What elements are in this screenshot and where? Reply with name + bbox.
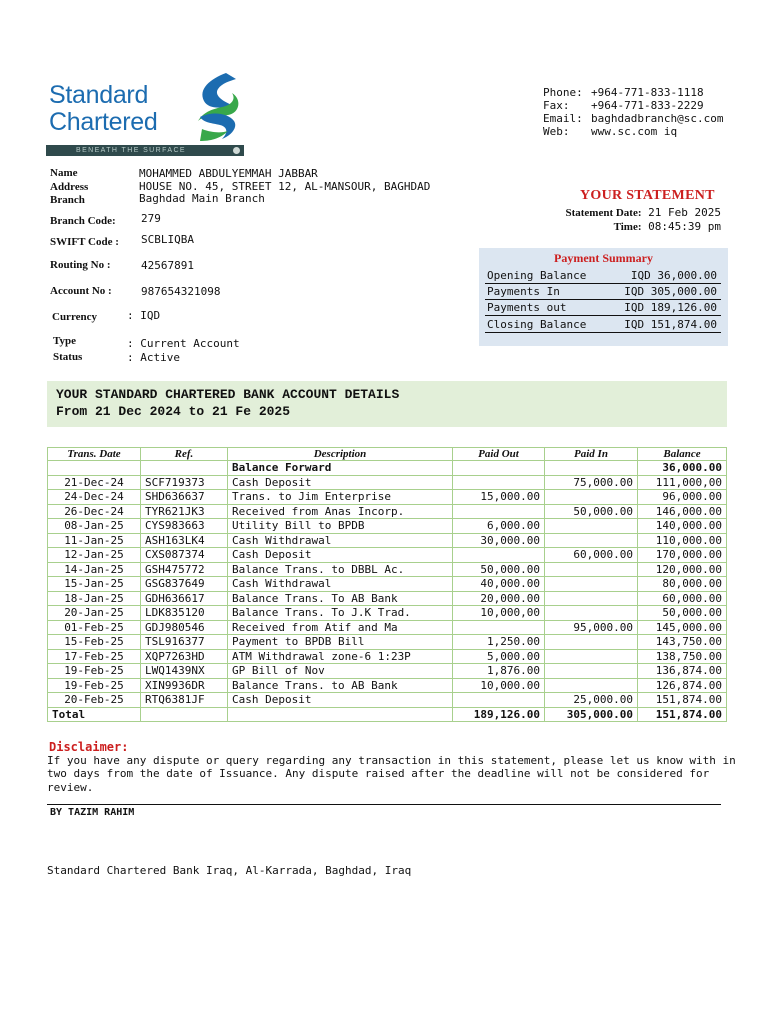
cell-paid-in: 75,000.00 <box>545 475 638 490</box>
table-row <box>48 490 727 505</box>
statement-time <box>614 220 721 233</box>
cell-balance: 170,000.00 <box>638 548 727 563</box>
cell-paid-out: 40,000.00 <box>453 577 545 592</box>
cell-paid-out <box>453 504 545 519</box>
summary-row <box>485 317 721 333</box>
cell-ref: GDJ980546 <box>141 620 228 635</box>
table-row <box>48 591 727 606</box>
table-row <box>48 533 727 548</box>
cell-balance: 140,000.00 <box>638 519 727 534</box>
transactions-table <box>47 447 727 722</box>
cell-balance: 145,000.00 <box>638 620 727 635</box>
cell-ref: ASH163LK4 <box>141 533 228 548</box>
cell-balance: 120,000.00 <box>638 562 727 577</box>
cell-date: 11-Jan-25 <box>48 533 141 548</box>
cell-balance: 136,874.00 <box>638 664 727 679</box>
table-row <box>48 606 727 621</box>
summary-row <box>485 268 721 284</box>
cell-ref: TYR621JK3 <box>141 504 228 519</box>
cell-paid-in <box>545 533 638 548</box>
cell-ref: GDH636617 <box>141 591 228 606</box>
signature-divider <box>47 804 721 805</box>
statement-date-value: 21 Feb 2025 <box>648 206 721 219</box>
customer-address: HOUSE NO. 45, STREET 12, AL-MANSOUR, BAGHDAD <box>139 180 431 193</box>
status-label: Status <box>53 351 83 363</box>
cell-paid-in: 25,000.00 <box>545 693 638 708</box>
col-header-balance: Balance <box>638 448 727 461</box>
summary-label: Payments In <box>487 285 560 298</box>
cell-description: Received from Anas Incorp. <box>228 504 453 519</box>
cell-balance: 138,750.00 <box>638 649 727 664</box>
statement-period: From 21 Dec 2024 to 21 Fe 2025 <box>56 404 291 419</box>
cell-paid-out <box>453 693 545 708</box>
logo-mark-icon <box>192 71 244 143</box>
table-cell <box>141 461 228 476</box>
cell-paid-out: 50,000.00 <box>453 562 545 577</box>
account-details-heading: YOUR STANDARD CHARTERED BANK ACCOUNT DETAILS <box>56 387 400 402</box>
table-row <box>48 577 727 592</box>
email-label: Email: <box>543 112 583 125</box>
logo-tagline: BENEATH THE SURFACE <box>76 147 186 154</box>
cell-ref: XQP7263HD <box>141 649 228 664</box>
currency-label: Currency <box>52 311 98 323</box>
cell-paid-in <box>545 519 638 534</box>
col-header-description: Description <box>228 448 453 461</box>
summary-value: IQD 189,126.00 <box>624 301 717 314</box>
cell-description: GP Bill of Nov <box>228 664 453 679</box>
contact-email <box>543 112 723 125</box>
cell-paid-in <box>545 577 638 592</box>
cell-date: 08-Jan-25 <box>48 519 141 534</box>
cell-paid-in <box>545 649 638 664</box>
fax-label: Fax: <box>543 99 570 112</box>
cell-ref: RTQ6381JF <box>141 693 228 708</box>
total-paid-out: 189,126.00 <box>453 707 545 722</box>
table-cell <box>141 707 228 722</box>
cell-description: Trans. to Jim Enterprise <box>228 490 453 505</box>
summary-value: IQD 36,000.00 <box>630 269 717 282</box>
table-row <box>48 693 727 708</box>
cell-paid-in <box>545 591 638 606</box>
table-cell <box>48 461 141 476</box>
cell-paid-out: 1,876.00 <box>453 664 545 679</box>
statement-time-value: 08:45:39 pm <box>648 220 721 233</box>
cell-description: Cash Deposit <box>228 475 453 490</box>
phone-label: Phone: <box>543 86 583 99</box>
cell-ref: CYS983663 <box>141 519 228 534</box>
summary-label: Payments out <box>487 301 567 314</box>
cell-date: 19-Feb-25 <box>48 678 141 693</box>
cell-balance: 146,000.00 <box>638 504 727 519</box>
cell-date: 14-Jan-25 <box>48 562 141 577</box>
summary-row <box>485 284 721 300</box>
cell-paid-out: 30,000.00 <box>453 533 545 548</box>
email-value: baghdadbranch@sc.com <box>591 112 724 125</box>
logo-word-1: Standard <box>49 81 149 109</box>
cell-balance: 143,750.00 <box>638 635 727 650</box>
total-paid-in: 305,000.00 <box>545 707 638 722</box>
statement-time-label: Time: <box>613 221 642 233</box>
cell-date: 01-Feb-25 <box>48 620 141 635</box>
cell-description: Balance Trans. To AB Bank <box>228 591 453 606</box>
account-details-banner <box>47 381 727 427</box>
cell-paid-out: 10,000,00 <box>453 606 545 621</box>
table-cell <box>545 461 638 476</box>
balance-forward-value: 36,000.00 <box>638 461 727 476</box>
web-label: Web: <box>543 125 570 138</box>
cell-description: Cash Withdrawal <box>228 533 453 548</box>
cell-description: Cash Deposit <box>228 548 453 563</box>
table-row <box>48 519 727 534</box>
logo-tagline-band <box>46 145 244 156</box>
footer-address: Standard Chartered Bank Iraq, Al-Karrada, Baghdad, Iraq <box>47 864 412 877</box>
payment-summary <box>479 248 728 346</box>
cell-description: Balance Trans. To J.K Trad. <box>228 606 453 621</box>
account-label: Account No : <box>50 285 112 297</box>
contact-fax <box>543 99 704 112</box>
address-label: Address <box>50 181 89 193</box>
cell-date: 24-Dec-24 <box>48 490 141 505</box>
fax-value: +964-771-833-2229 <box>591 99 704 112</box>
cell-date: 15-Jan-25 <box>48 577 141 592</box>
cell-paid-in: 50,000.00 <box>545 504 638 519</box>
cell-balance: 50,000.00 <box>638 606 727 621</box>
col-header-paid-out: Paid Out <box>453 448 545 461</box>
cell-ref: TSL916377 <box>141 635 228 650</box>
col-header-ref: Ref. <box>141 448 228 461</box>
cell-description: Balance Trans. to AB Bank <box>228 678 453 693</box>
table-header-row <box>48 448 727 461</box>
payment-summary-title: Payment Summary <box>554 251 653 265</box>
cell-balance: 60,000.00 <box>638 591 727 606</box>
cell-paid-in <box>545 490 638 505</box>
cell-balance: 111,000,00 <box>638 475 727 490</box>
table-row <box>48 475 727 490</box>
currency-value: : IQD <box>127 309 161 322</box>
cell-ref: XIN9936DR <box>141 678 228 693</box>
cell-description: Balance Trans. to DBBL Ac. <box>228 562 453 577</box>
cell-date: 21-Dec-24 <box>48 475 141 490</box>
table-row <box>48 548 727 563</box>
cell-ref: GSH475772 <box>141 562 228 577</box>
cell-paid-out: 6,000.00 <box>453 519 545 534</box>
cell-paid-out <box>453 620 545 635</box>
total-balance: 151,874.00 <box>638 707 727 722</box>
branch-code-label: Branch Code: <box>50 215 116 227</box>
cell-balance: 151,874.00 <box>638 693 727 708</box>
cell-ref: CXS087374 <box>141 548 228 563</box>
cell-description: Payment to BPDB Bill <box>228 635 453 650</box>
summary-value: IQD 151,874.00 <box>624 318 717 331</box>
col-header-date: Trans. Date <box>48 448 141 461</box>
cell-date: 18-Jan-25 <box>48 591 141 606</box>
bank-logo <box>46 62 246 156</box>
type-label: Type <box>53 335 77 347</box>
cell-date: 20-Jan-25 <box>48 606 141 621</box>
signature: BY TAZIM RAHIM <box>50 807 135 818</box>
account-value: 987654321098 <box>141 285 221 298</box>
statement-date-label: Statement Date: <box>565 207 642 219</box>
cell-paid-out: 20,000.00 <box>453 591 545 606</box>
swift-value: SCBLIQBA <box>141 233 194 246</box>
summary-value: IQD 305,000.00 <box>624 285 717 298</box>
phone-value: +964-771-833-1118 <box>591 86 704 99</box>
table-row <box>48 562 727 577</box>
cell-paid-in: 60,000.00 <box>545 548 638 563</box>
table-row <box>48 664 727 679</box>
cell-ref: GSG837649 <box>141 577 228 592</box>
col-header-paid-in: Paid In <box>545 448 638 461</box>
balance-forward-label: Balance Forward <box>228 461 453 476</box>
cell-paid-in <box>545 562 638 577</box>
cell-balance: 110,000.00 <box>638 533 727 548</box>
cell-paid-out <box>453 548 545 563</box>
status-value: : Active <box>127 351 180 364</box>
contact-phone <box>543 86 704 99</box>
table-row <box>48 504 727 519</box>
cell-paid-in <box>545 635 638 650</box>
cell-date: 12-Jan-25 <box>48 548 141 563</box>
customer-branch: Baghdad Main Branch <box>139 192 265 205</box>
total-label: Total <box>48 707 141 722</box>
cell-description: ATM Withdrawal zone-6 1:23P <box>228 649 453 664</box>
summary-label: Closing Balance <box>487 318 587 331</box>
swift-label: SWIFT Code : <box>50 236 119 248</box>
contact-web <box>543 125 677 138</box>
summary-label: Opening Balance <box>487 269 587 282</box>
cell-description: Cash Withdrawal <box>228 577 453 592</box>
type-value: : Current Account <box>127 337 240 350</box>
cell-date: 19-Feb-25 <box>48 664 141 679</box>
table-row <box>48 620 727 635</box>
cell-paid-out: 5,000.00 <box>453 649 545 664</box>
cell-paid-out: 15,000.00 <box>453 490 545 505</box>
total-row <box>48 707 727 722</box>
cell-balance: 126,874.00 <box>638 678 727 693</box>
cell-paid-in <box>545 664 638 679</box>
cell-date: 17-Feb-25 <box>48 649 141 664</box>
disclaimer-title: Disclaimer: <box>49 740 129 754</box>
logo-word-2: Chartered <box>49 108 158 136</box>
web-value: www.sc.com iq <box>591 125 678 138</box>
cell-balance: 96,000.00 <box>638 490 727 505</box>
statement-date <box>565 206 721 219</box>
logo-dot-icon <box>233 147 240 154</box>
cell-ref: LDK835120 <box>141 606 228 621</box>
statement-title: YOUR STATEMENT <box>580 188 715 203</box>
table-row <box>48 635 727 650</box>
table-row <box>48 649 727 664</box>
cell-date: 15-Feb-25 <box>48 635 141 650</box>
customer-name: MOHAMMED ABDULYEMMAH JABBAR <box>139 167 318 180</box>
disclaimer-text: If you have any dispute or query regarding any transaction in this statement, please let us know with in two days from the date of Issuance. Any dispute raised after the deadline will not be considered for review. <box>47 754 736 794</box>
cell-description: Utility Bill to BPDB <box>228 519 453 534</box>
cell-ref: SHD636637 <box>141 490 228 505</box>
table-row <box>48 678 727 693</box>
routing-value: 42567891 <box>141 259 194 272</box>
cell-ref: SCF719373 <box>141 475 228 490</box>
cell-paid-in <box>545 678 638 693</box>
cell-ref: LWQ1439NX <box>141 664 228 679</box>
cell-description: Cash Deposit <box>228 693 453 708</box>
branch-code-value: 279 <box>141 212 161 225</box>
cell-paid-out: 1,250.00 <box>453 635 545 650</box>
cell-balance: 80,000.00 <box>638 577 727 592</box>
cell-paid-in <box>545 606 638 621</box>
cell-paid-out <box>453 475 545 490</box>
name-label: Name <box>50 167 78 179</box>
branch-label: Branch <box>50 194 85 206</box>
cell-paid-out: 10,000.00 <box>453 678 545 693</box>
summary-row <box>485 300 721 316</box>
table-cell <box>453 461 545 476</box>
balance-forward-row <box>48 461 727 476</box>
cell-description: Received from Atif and Ma <box>228 620 453 635</box>
table-cell <box>228 707 453 722</box>
cell-paid-in: 95,000.00 <box>545 620 638 635</box>
cell-date: 20-Feb-25 <box>48 693 141 708</box>
cell-date: 26-Dec-24 <box>48 504 141 519</box>
routing-label: Routing No : <box>50 259 111 271</box>
